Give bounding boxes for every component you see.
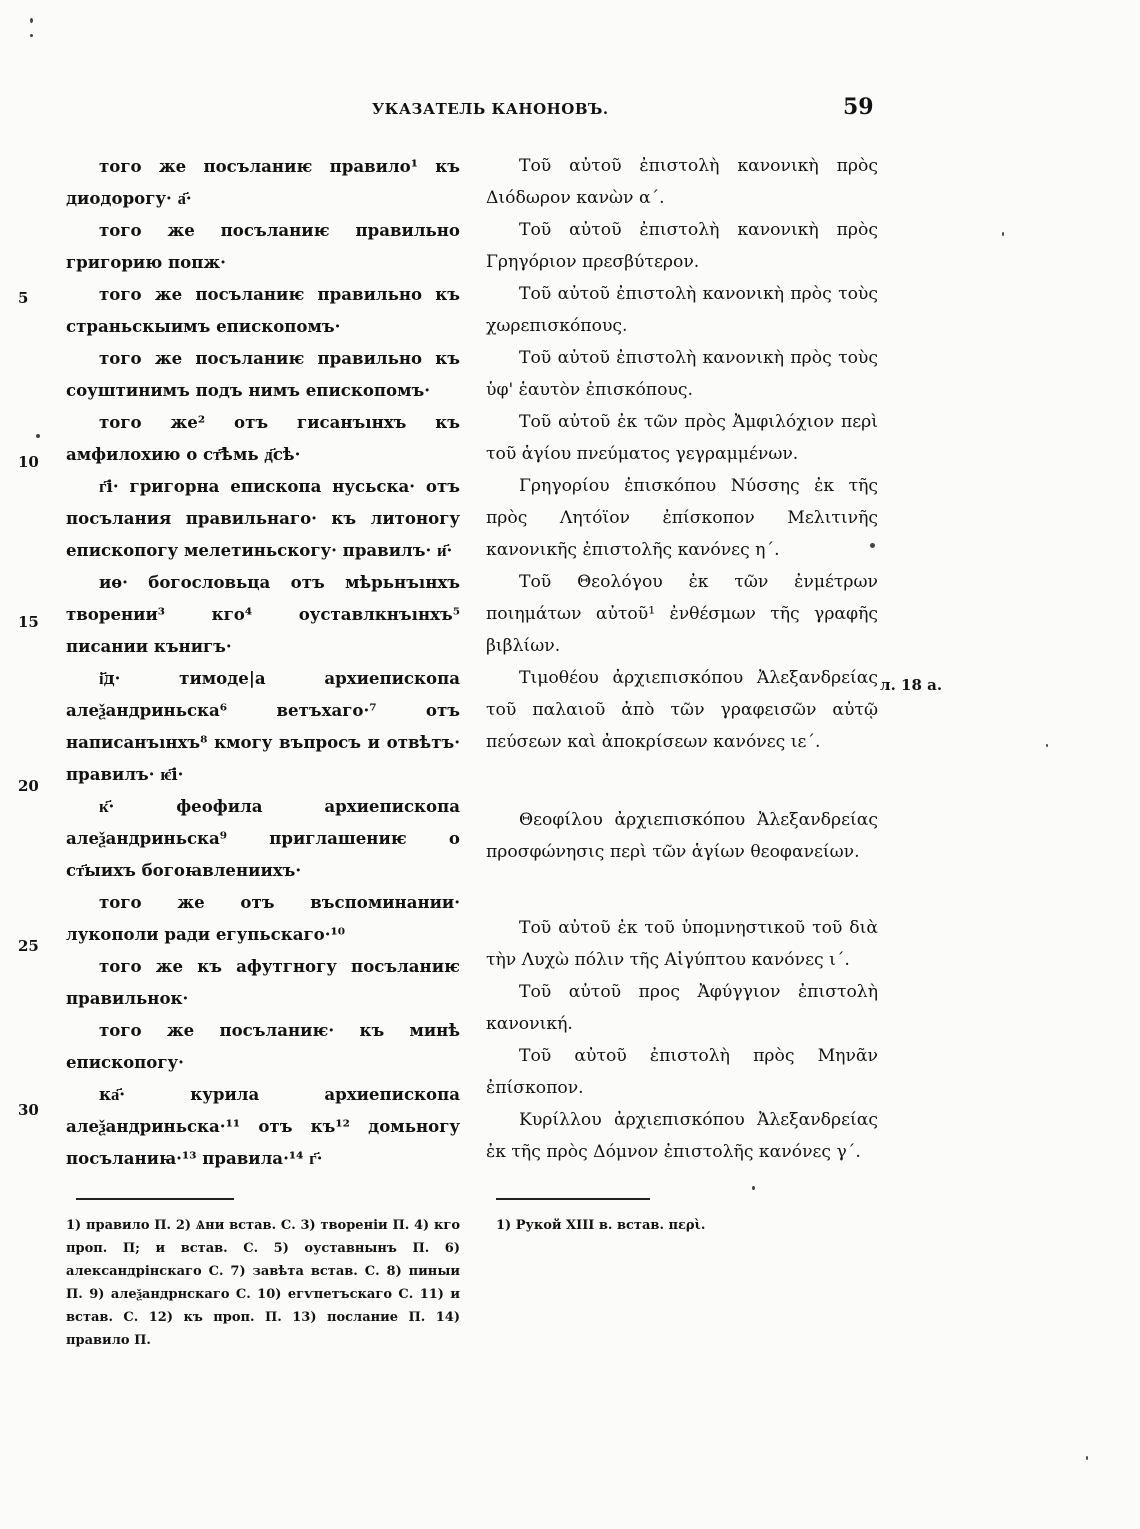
- scan-speck: [36, 434, 40, 438]
- scan-speck: [1046, 744, 1048, 747]
- canon-entry: г҃і· григорна епископа нусьска· отъ посълания правильнаго· къ литоногу епископогу мелетиньскогу· правилъ· и҃·: [66, 476, 460, 560]
- page-title: УКАЗАТЕЛЬ КАНОНОВЪ.: [372, 100, 609, 118]
- slavonic-column: [66, 150, 460, 1174]
- scan-speck: [30, 34, 33, 37]
- canon-entry: того же посъланиѥ правильно къ соуштинимъ подъ нимъ епископомъ·: [66, 348, 460, 400]
- canon-entry: Τοῦ αὐτοῦ ἐπιστολὴ κανονικὴ πρὸς Γρηγόριον πρεσβύτερον.: [486, 220, 878, 272]
- canon-entry: Τοῦ αὐτοῦ ἐκ τῶν πρὸς Ἀμφιλόχιον περὶ τοῦ ἁγίου πνεύματος γεγραμμένων.: [486, 412, 878, 464]
- canon-entry: иѳ· богословьца отъ мѣрьнъıнхъ творении³ кго⁴ оуставлкнъıнхъ⁵ писании кънигъ·: [66, 572, 460, 656]
- canon-entry: того же посъланиѥ правильно григорию попж·: [66, 220, 460, 272]
- line-number: 10: [18, 453, 39, 471]
- scan-speck: [30, 18, 33, 23]
- canon-entry: того же посъланиѥ· къ минѣ епископогу·: [66, 1020, 460, 1072]
- canon-entry: Τοῦ αὐτοῦ ἐπιστολὴ κανονικὴ πρὸς τοὺς ὑφ' ἑαυτὸν ἐπισκόπους.: [486, 348, 878, 400]
- scan-speck: [752, 1186, 755, 1190]
- line-number: 20: [18, 777, 39, 795]
- canon-entry: Τοῦ αὐτοῦ προς Ἀφύγγιον ἐπιστολὴ κανονική.: [486, 982, 878, 1034]
- canon-entry: Γρηγορίου ἐπισκόπου Νύσσης ἐκ τῆς πρὸς Λητόϊον ἐπίσκοπον Μελιτινῆς κανονικῆς ἐπιστολῆς κανόνες η΄.: [486, 476, 878, 560]
- canon-entry: Τιμοθέου ἀρχιεπισκόπου Ἀλεξανδρείας τοῦ παλαιοῦ ἀπὸ τῶν γραφεισῶν αὐτῷ πεύσεων καὶ ἀποκρίσεων κανόνες ιε΄.: [486, 668, 878, 752]
- footnote-rule-left: [76, 1198, 234, 1200]
- canon-entry: Τοῦ αὐτοῦ ἐκ τοῦ ὑπομνηστικοῦ τοῦ διὰ τὴν Λυχὼ πόλιν τῆς Αἰγύπτου κανόνες ι΄.: [486, 918, 878, 970]
- canon-entry: Θεοφίλου ἀρχιεπισκόπου Ἀλεξανδρείας προσφώνησις περὶ τῶν ἁγίων θεοφανείων.: [486, 810, 878, 862]
- footnote-rule-right: [496, 1198, 650, 1200]
- canon-entry: того же² отъ гисанъıнхъ къ амфилохию о ст҃ѣмь д҃сѣ·: [66, 412, 460, 464]
- footnotes-right: 1) Рукой XIII в. встав. περὶ.: [496, 1218, 706, 1233]
- greek-column: [486, 150, 878, 1168]
- canon-entry: к҃· феофила архиепископа алеѯандриньска⁹ приглашениѥ о ст҃ыихъ богоꙗвлениихъ·: [66, 796, 460, 880]
- canon-entry: Κυρίλλου ἀρχιεπισκόπου Ἀλεξανδρείας ἐκ τῆς πρὸς Δόμνον ἐπιστολῆς κανόνες γ΄.: [486, 1110, 878, 1162]
- line-number: 25: [18, 937, 39, 955]
- canon-entry: того же отъ въспоминании· лукополи ради егупьскаго·¹⁰: [66, 892, 460, 944]
- spacer: [486, 868, 878, 912]
- canon-entry: і҃д· тимоде|а архиепископа алеѯандриньска⁶ ветъхаго·⁷ отъ написанъıнхъ⁸ кмогу въпросъ и отвѣтъ· правилъ· ѥ҃і·: [66, 668, 460, 784]
- page-number: 59: [843, 94, 874, 120]
- running-header: [0, 92, 1140, 132]
- line-number: 5: [18, 289, 29, 307]
- line-number: 30: [18, 1101, 39, 1119]
- canon-entry: Τοῦ αὐτοῦ ἐπιστολὴ κανονικὴ πρὸς τοὺς χωρεπισκόπους.: [486, 284, 878, 336]
- canon-entry: Τοῦ αὐτοῦ ἐπιστολὴ πρὸς Μηνᾶν ἐπίσκοπον.: [486, 1046, 878, 1098]
- canon-entry: Τοῦ αὐτοῦ ἐπιστολὴ κανονικὴ πρὸς Διόδωρον κανὼν α΄.: [486, 156, 878, 208]
- canon-entry: того же посъланиѥ правило¹ къ диодорогу· а҃·: [66, 156, 460, 208]
- footnotes-left: 1) правило П. 2) Ѧни встав. С. 3) творенiи П. 4) кго проп. П; и встав. С. 5) оуставнынъ П. 6) александрiнскаго С. 7) завѣта встав. С. 8) пиныи П. 9) алеѯандрнскаго С. 10) егѵпетъскаго С. 11) и встав. С. 12) къ проп. П. 13) послание П. 14) правило П.: [66, 1218, 460, 1348]
- scan-speck: [1086, 1456, 1088, 1460]
- spacer: [486, 758, 878, 804]
- scan-speck: [1002, 232, 1004, 236]
- canon-entry: ка҃· курила архиепископа алеѯандриньска·¹¹ отъ къ¹² домьногу посъланиꙗ·¹³ правила·¹⁴ г҃·: [66, 1084, 460, 1168]
- canon-entry: того же къ афутгногу посъланиѥ правильнок·: [66, 956, 460, 1008]
- canon-entry: того же посъланиѥ правильно къ страньскыимъ епископомъ·: [66, 284, 460, 336]
- margin-note: л. 18 а.: [880, 676, 943, 694]
- line-number: 15: [18, 613, 39, 631]
- canon-entry: Τοῦ Θεολόγου ἐκ τῶν ἐνμέτρων ποιημάτων αὐτοῦ¹ ἐνθέσμων τῆς γραφῆς βιβλίων.: [486, 572, 878, 656]
- scan-speck: [870, 543, 875, 548]
